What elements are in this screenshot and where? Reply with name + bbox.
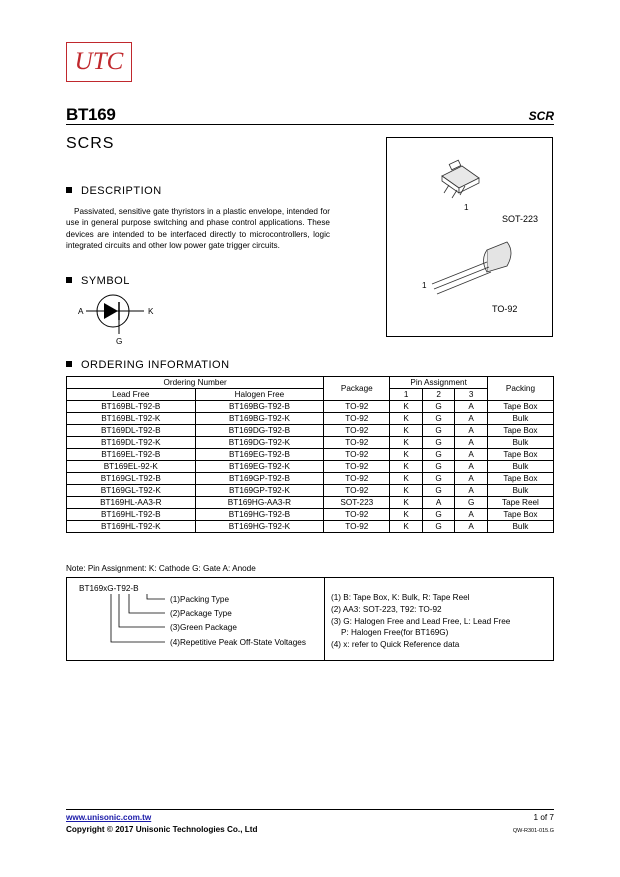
table-row [67,473,554,485]
package-drawings [387,138,554,338]
device-type: SCR [528,109,554,123]
pin1-cell: K [390,449,423,461]
utc-logo: UTC [66,42,132,82]
symbol-heading [66,275,130,287]
pin2-cell: G [422,437,455,449]
description-heading-text: DESCRIPTION [81,185,162,197]
to92-drawing [432,242,511,294]
table-row [67,425,554,437]
pin1-cell: K [390,497,423,509]
legend-explanation-3b: P: Halogen Free(for BT169G) [341,628,449,637]
packing-cell: Tape Box [487,473,553,485]
pin2-cell: G [422,485,455,497]
footer-rule [66,809,554,810]
lead-free-header: Lead Free [67,389,196,401]
table-row [67,521,554,533]
pin3-cell: A [455,449,488,461]
halogen-free-cell: BT169BG-T92-K [195,413,324,425]
pin2-cell: G [422,521,455,533]
scr-symbol [66,288,166,346]
ordering-table-body [67,401,554,533]
lead-free-cell: BT169BL-T92-K [67,413,196,425]
legend-brackets [67,578,324,662]
packing-cell: Bulk [487,413,553,425]
pin3-cell: A [455,425,488,437]
pin-assignment-note: Note: Pin Assignment: K: Cathode G: Gate A: Anode [66,564,256,573]
pin2-cell: G [422,509,455,521]
pin1-cell: K [390,413,423,425]
halogen-free-cell: BT169DG-T92-K [195,437,324,449]
package-cell: SOT-223 [324,497,390,509]
pin2-cell: G [422,425,455,437]
lead-free-cell: BT169HL-T92-K [67,521,196,533]
pin3-cell: A [455,509,488,521]
lead-free-cell: BT169BL-T92-B [67,401,196,413]
description-text: Passivated, sensitive gate thyristors in a plastic envelope, intended for use in general purpose switching and phase control applications. These devices are intended to be interfaced directly to microcontrollers, logic integrated circuits and other low power gate trigger circuits. [66,207,330,250]
halogen-free-cell: BT169DG-T92-B [195,425,324,437]
package-cell: TO-92 [324,485,390,497]
packing-cell: Tape Box [487,401,553,413]
pin3-cell: A [455,401,488,413]
table-row [67,461,554,473]
gate-label: G [116,337,123,346]
bullet-square-icon [66,361,72,367]
pin3-cell: A [455,473,488,485]
anode-label: A [78,307,84,316]
page-subtitle: SCRS [66,135,115,152]
package-cell: TO-92 [324,509,390,521]
bullet-square-icon [66,187,72,193]
pin1-header: 1 [390,389,423,401]
pin1-cell: K [390,485,423,497]
halogen-free-cell: BT169HG-T92-K [195,521,324,533]
pin3-cell: A [455,485,488,497]
to92-pin1-label: 1 [422,281,427,290]
halogen-free-header: Halogen Free [195,389,324,401]
packing-cell: Tape Box [487,449,553,461]
legend-label-2: (2)Package Type [170,609,232,618]
lead-free-cell: BT169HL-T92-B [67,509,196,521]
legend-divider [324,578,325,660]
header-rule [66,124,554,125]
copyright: Copyright © 2017 Unisonic Technologies Co., Ltd [66,825,258,834]
halogen-free-cell: BT169HG-T92-B [195,509,324,521]
pin1-cell: K [390,437,423,449]
lead-free-cell: BT169GL-T92-K [67,485,196,497]
pin1-cell: K [390,401,423,413]
lead-free-cell: BT169HL-AA3-R [67,497,196,509]
legend-explanation-4: (4) x: refer to Quick Reference data [331,640,460,649]
lead-free-cell: BT169DL-T92-B [67,425,196,437]
document-code: QW-R301-015.G [512,828,554,834]
cathode-label: K [148,307,154,316]
pin3-cell: A [455,521,488,533]
ordering-number-header: Ordering Number [67,377,324,389]
pin3-cell: G [455,497,488,509]
sot223-pin1-label: 1 [464,203,469,212]
legend-example: BT169xG-T92-B [79,584,139,593]
lead-free-cell: BT169EL-T92-B [67,449,196,461]
package-cell: TO-92 [324,461,390,473]
pin2-cell: G [422,413,455,425]
table-row [67,497,554,509]
halogen-free-cell: BT169EG-T92-B [195,449,324,461]
pin1-cell: K [390,521,423,533]
pin2-cell: G [422,401,455,413]
pin1-cell: K [390,461,423,473]
package-cell: TO-92 [324,413,390,425]
legend-explanation-1: (1) B: Tape Box, K: Bulk, R: Tape Reel [331,593,470,602]
sot223-drawing [442,160,479,198]
halogen-free-cell: BT169GP-T92-K [195,485,324,497]
pin-assignment-header: Pin Assignment [390,377,488,389]
legend-explanation-2: (2) AA3: SOT-223, T92: TO-92 [331,605,442,614]
pin1-cell: K [390,473,423,485]
halogen-free-cell: BT169BG-T92-B [195,401,324,413]
table-row [67,449,554,461]
pin1-cell: K [390,425,423,437]
pin3-cell: A [455,413,488,425]
sot223-label: SOT-223 [502,214,539,224]
table-row [67,437,554,449]
package-box [386,137,553,337]
description-heading [66,185,162,197]
pin2-header: 2 [422,389,455,401]
legend-explanation-3: (3) G: Halogen Free and Lead Free, L: Lead Free [331,617,511,626]
table-row [67,509,554,521]
pin3-header: 3 [455,389,488,401]
package-cell: TO-92 [324,449,390,461]
part-number: BT169 [66,105,116,124]
packing-cell: Bulk [487,437,553,449]
symbol-heading-text: SYMBOL [81,275,130,287]
pin2-cell: G [422,461,455,473]
package-header: Package [324,377,390,401]
website-link[interactable]: www.unisonic.com.tw [66,813,152,822]
lead-free-cell: BT169DL-T92-K [67,437,196,449]
packing-cell: Bulk [487,521,553,533]
packing-cell: Bulk [487,485,553,497]
pin3-cell: A [455,461,488,473]
packing-cell: Tape Reel [487,497,553,509]
bullet-square-icon [66,277,72,283]
ordering-table [66,376,554,533]
ordering-heading-text: ORDERING INFORMATION [81,359,230,371]
table-row [67,485,554,497]
pin2-cell: A [422,497,455,509]
halogen-free-cell: BT169GP-T92-B [195,473,324,485]
packing-header: Packing [487,377,553,401]
table-row [67,401,554,413]
pin1-cell: K [390,509,423,521]
part-number-legend [66,577,554,661]
page-number: 1 of 7 [533,813,554,822]
to92-label: TO-92 [492,304,518,314]
packing-cell: Tape Box [487,425,553,437]
lead-free-cell: BT169GL-T92-B [67,473,196,485]
package-cell: TO-92 [324,425,390,437]
table-row [67,413,554,425]
package-cell: TO-92 [324,401,390,413]
packing-cell: Bulk [487,461,553,473]
ordering-heading [66,359,230,371]
pin2-cell: G [422,449,455,461]
pin3-cell: A [455,437,488,449]
package-cell: TO-92 [324,473,390,485]
halogen-free-cell: BT169HG-AA3-R [195,497,324,509]
legend-label-1: (1)Packing Type [170,595,230,604]
legend-label-3: (3)Green Package [170,623,237,632]
lead-free-cell: BT169EL-92-K [67,461,196,473]
packing-cell: Tape Box [487,509,553,521]
package-cell: TO-92 [324,437,390,449]
pin2-cell: G [422,473,455,485]
halogen-free-cell: BT169EG-T92-K [195,461,324,473]
legend-label-4: (4)Repetitive Peak Off-State Voltages [170,638,306,647]
package-cell: TO-92 [324,521,390,533]
